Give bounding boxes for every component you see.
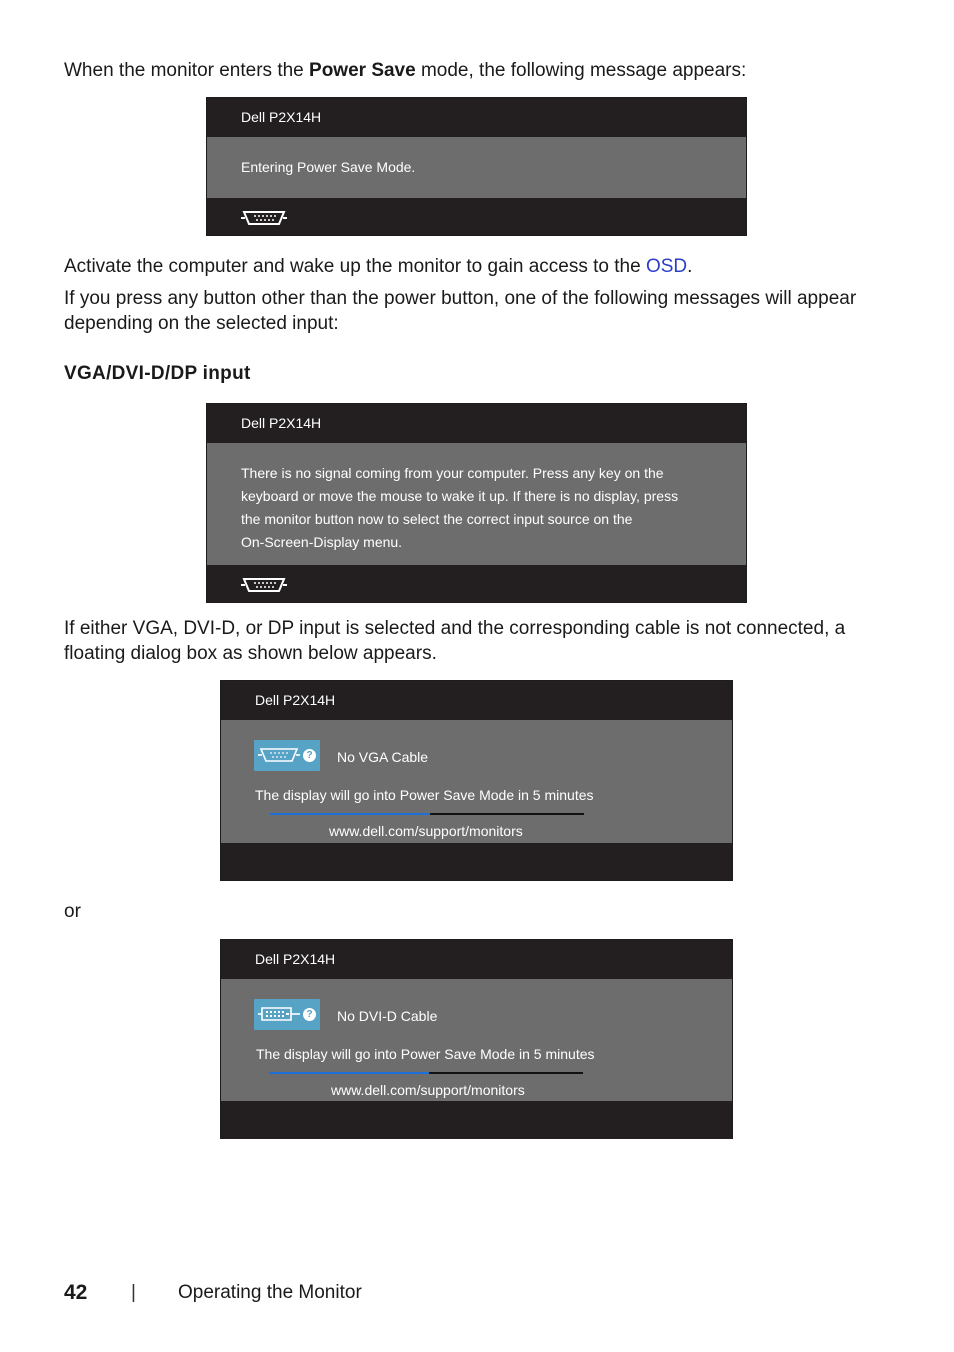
- osd-no-vga-dialog: [220, 680, 733, 881]
- support-url[interactable]: www.dell.com/support/monitors: [329, 823, 523, 839]
- intro-text-end: mode, the following message appears:: [415, 60, 747, 81]
- page-number: 42: [64, 1281, 88, 1304]
- progress-fill: [269, 1072, 429, 1074]
- osd-line: There is no signal coming from your computer. Press any key on the: [241, 465, 664, 481]
- osd-line: the monitor button now to select the correct input source on the: [241, 511, 633, 527]
- osd-title: Dell P2X14H: [221, 681, 732, 720]
- progress-track: [430, 813, 584, 815]
- osd-line: On-Screen-Display menu.: [241, 534, 403, 550]
- countdown-progress-bar: [269, 1072, 583, 1074]
- activate-text-end: .: [687, 256, 693, 277]
- press-any-paragraph: If you press any button other than the power button, one of the following messages will appear depending on the selected input:: [64, 288, 857, 334]
- activate-paragraph: [64, 254, 894, 279]
- cable-title: No VGA Cable: [337, 749, 429, 765]
- osd-footer: [207, 565, 746, 602]
- section-heading: VGA/DVI-D/DP input: [64, 363, 251, 384]
- osd-title: Dell P2X14H: [221, 940, 732, 979]
- osd-power-save-dialog: [206, 97, 747, 236]
- vga-connector-icon: [241, 576, 287, 594]
- help-icon: ?: [303, 749, 316, 762]
- osd-no-dvi-dialog: [220, 939, 733, 1139]
- activate-text: Activate the computer and wake up the monitor to gain access to the: [64, 256, 646, 277]
- vga-cable-badge: [254, 740, 320, 771]
- intro-paragraph: [64, 58, 894, 83]
- or-text: or: [64, 901, 81, 922]
- intro-text: When the monitor enters the: [64, 60, 310, 81]
- osd-no-vga-body: [221, 720, 732, 843]
- countdown-progress-bar: [270, 813, 584, 815]
- vga-connector-icon: [241, 209, 287, 227]
- osd-footer: [207, 198, 746, 235]
- osd-footer: [221, 1101, 732, 1139]
- osd-no-signal-dialog: [206, 403, 747, 603]
- dvi-connector-icon: [258, 1005, 300, 1023]
- osd-footer: [221, 843, 732, 880]
- progress-track: [429, 1072, 583, 1074]
- power-save-term: Power Save: [309, 60, 416, 81]
- footer-separator: |: [131, 1282, 136, 1303]
- osd-link[interactable]: OSD: [645, 256, 688, 277]
- osd-message: Entering Power Save Mode.: [207, 137, 746, 198]
- support-url[interactable]: www.dell.com/support/monitors: [331, 1082, 525, 1098]
- power-save-countdown: The display will go into Power Save Mode in 5 minutes: [255, 787, 594, 803]
- cable-paragraph: If either VGA, DVI-D, or DP input is selected and the corresponding cable is not connected, a floating dialog box as shown below appears.: [64, 618, 846, 664]
- help-icon: ?: [303, 1008, 316, 1021]
- cable-title: No DVI-D Cable: [337, 1008, 438, 1024]
- progress-fill: [270, 813, 430, 815]
- vga-connector-icon: [258, 746, 300, 764]
- osd-title: Dell P2X14H: [207, 404, 746, 443]
- osd-title: Dell P2X14H: [207, 98, 746, 137]
- osd-no-signal-body: [207, 443, 746, 565]
- section-name: Operating the Monitor: [178, 1282, 362, 1303]
- power-save-countdown: The display will go into Power Save Mode in 5 minutes: [256, 1046, 595, 1062]
- osd-line: keyboard or move the mouse to wake it up. If there is no display, press: [241, 488, 679, 504]
- osd-no-dvi-body: [221, 979, 732, 1101]
- dvi-cable-badge: [254, 999, 320, 1030]
